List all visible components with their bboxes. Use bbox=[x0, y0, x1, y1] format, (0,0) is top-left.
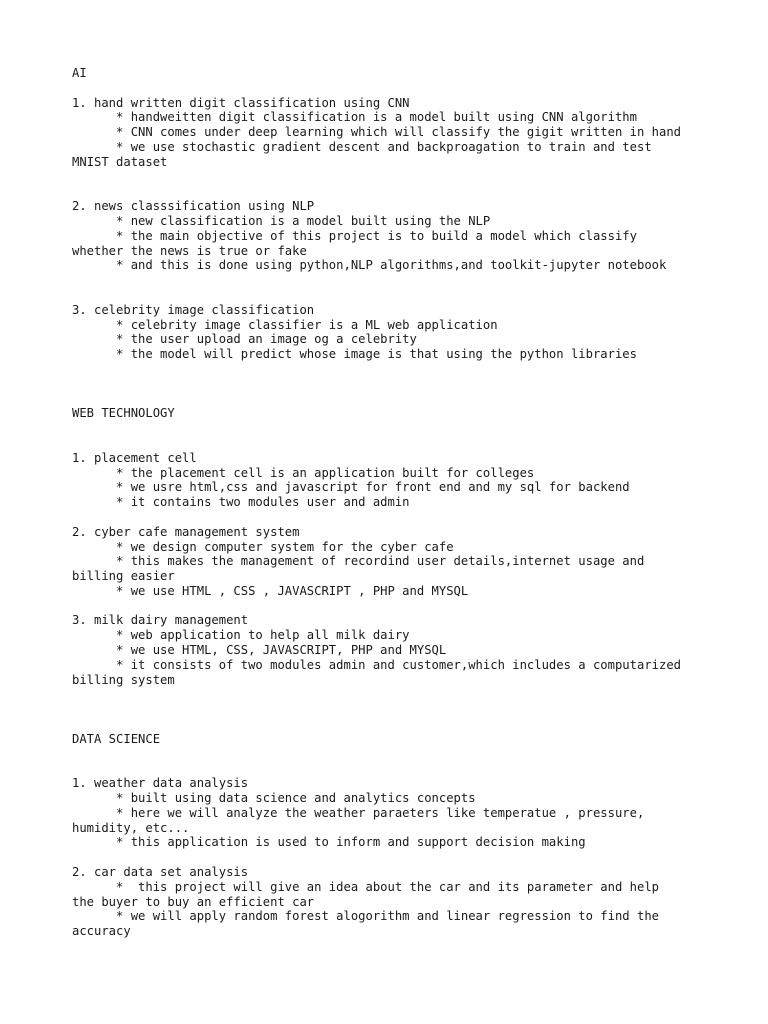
text-line: 2. cyber cafe management system bbox=[72, 524, 300, 539]
text-line: * celebrity image classifier is a ML web application bbox=[72, 317, 498, 332]
text-line: * built using data science and analytics concepts bbox=[72, 791, 476, 806]
text-line: the buyer to buy an efficient car bbox=[72, 894, 315, 909]
text-line: * we usre html,css and javascript for front end and my sql for backend bbox=[72, 480, 630, 495]
text-line: * handweitten digit classification is a model built using CNN algorithm bbox=[72, 110, 637, 125]
text-line: * web application to help all milk dairy bbox=[72, 628, 410, 643]
text-line bbox=[72, 273, 712, 288]
text-line: * new classification is a model built using the NLP bbox=[72, 213, 491, 228]
text-line: 1. placement cell bbox=[72, 450, 197, 465]
text-line bbox=[72, 377, 712, 392]
text-line: 2. car data set analysis bbox=[72, 865, 249, 880]
text-line: whether the news is true or fake bbox=[72, 243, 307, 258]
text-line bbox=[72, 510, 712, 525]
text-line bbox=[72, 761, 712, 776]
text-line: * the user upload an image og a celebrity bbox=[72, 332, 417, 347]
text-line bbox=[72, 288, 712, 303]
text-line bbox=[72, 362, 712, 377]
text-line: billing easier bbox=[72, 569, 175, 584]
text-line bbox=[72, 747, 712, 762]
text-line bbox=[72, 392, 712, 407]
text-line: * we use stochastic gradient descent and backproagation to train and test bbox=[72, 139, 652, 154]
text-line bbox=[72, 702, 712, 717]
text-line bbox=[72, 436, 712, 451]
text-line: * we use HTML , CSS , JAVASCRIPT , PHP and MYSQL bbox=[72, 583, 469, 598]
text-line: * here we will analyze the weather paraeters like temperatue , pressure, bbox=[72, 805, 645, 820]
text-line: 3. milk dairy management bbox=[72, 613, 249, 628]
text-line bbox=[72, 687, 712, 702]
text-line: WEB TECHNOLOGY bbox=[72, 406, 175, 421]
text-line: * it consists of two modules admin and customer,which includes a computarized bbox=[72, 657, 682, 672]
text-line: * this project will give an idea about the car and its parameter and help bbox=[72, 879, 659, 894]
text-line: MNIST dataset bbox=[72, 154, 168, 169]
text-line: * it contains two modules user and admin bbox=[72, 495, 410, 510]
text-line bbox=[72, 184, 712, 199]
text-line: 1. weather data analysis bbox=[72, 776, 249, 791]
text-line: * the placement cell is an application built for colleges bbox=[72, 465, 535, 480]
text-line bbox=[72, 717, 712, 732]
text-line: * the main objective of this project is to build a model which classify bbox=[72, 228, 637, 243]
text-line: billing system bbox=[72, 672, 175, 687]
text-line bbox=[72, 599, 712, 614]
text-line: AI bbox=[72, 66, 87, 80]
text-line bbox=[72, 421, 712, 436]
text-line bbox=[72, 170, 712, 185]
text-line: 2. news classsification using NLP bbox=[72, 199, 315, 214]
text-line: * we will apply random forest alogorithm and linear regression to find the bbox=[72, 909, 659, 924]
text-line: 3. celebrity image classification bbox=[72, 302, 315, 317]
document-body bbox=[72, 66, 712, 939]
text-line bbox=[72, 850, 712, 865]
text-line: DATA SCIENCE bbox=[72, 731, 161, 746]
text-line: * CNN comes under deep learning which will classify the gigit written in hand bbox=[72, 125, 682, 140]
text-line: * and this is done using python,NLP algorithms,and toolkit-jupyter notebook bbox=[72, 258, 667, 273]
text-line: * this makes the management of recordind user details,internet usage and bbox=[72, 554, 645, 569]
text-line: * we use HTML, CSS, JAVASCRIPT, PHP and MYSQL bbox=[72, 643, 447, 658]
text-line: 1. hand written digit classification using CNN bbox=[72, 95, 410, 110]
text-line bbox=[72, 81, 712, 96]
text-line: humidity, etc... bbox=[72, 820, 190, 835]
text-line: * we design computer system for the cyber cafe bbox=[72, 539, 454, 554]
text-line: * the model will predict whose image is that using the python libraries bbox=[72, 347, 637, 362]
text-line: accuracy bbox=[72, 924, 131, 939]
text-line: * this application is used to inform and support decision making bbox=[72, 835, 586, 850]
